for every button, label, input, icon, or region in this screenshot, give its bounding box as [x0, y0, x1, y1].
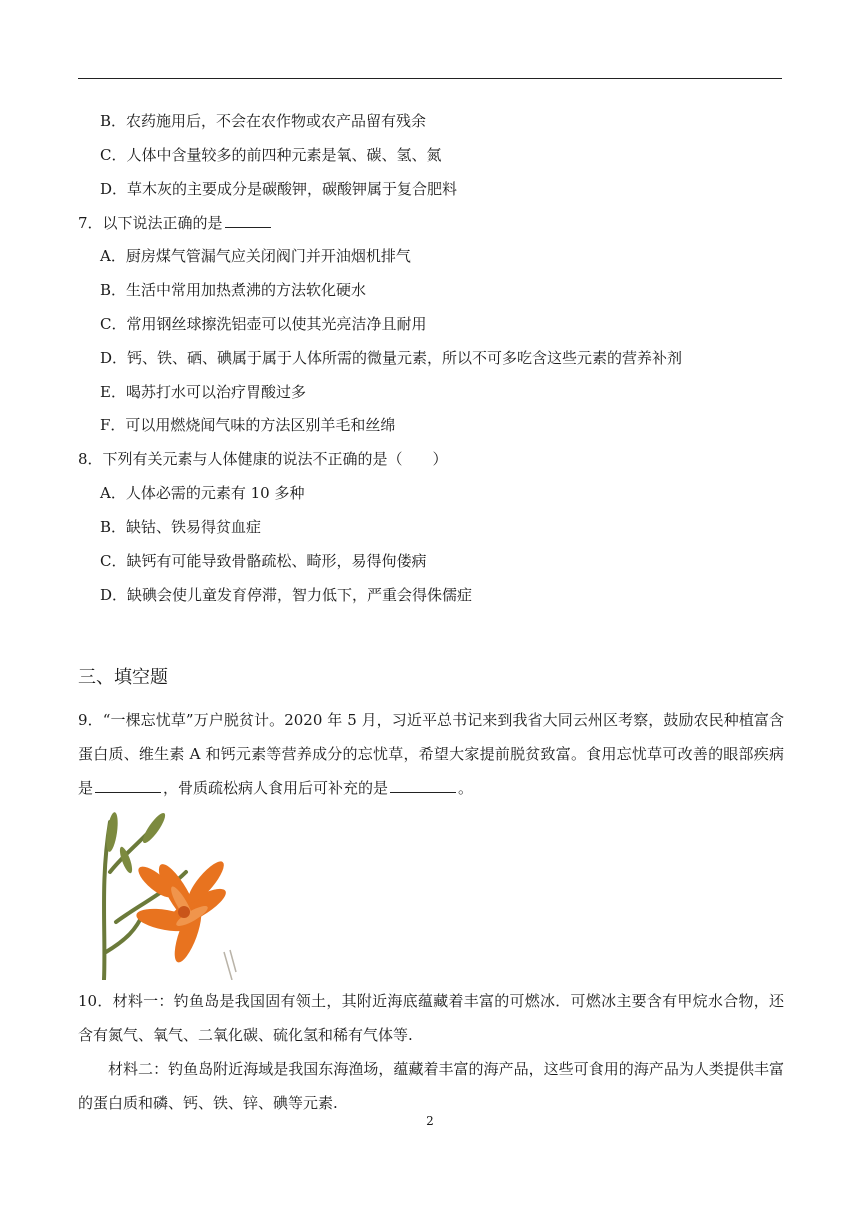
q8-option-a: A．人体必需的元素有 10 多种 — [100, 484, 305, 502]
q7-stem — [78, 213, 273, 233]
q6-option-b: B．农药施用后，不会在农作物或农产品留有残余 — [100, 112, 427, 130]
q7-option-d: D．钙、铁、硒、碘属于属于人体所需的微量元素，所以不可多吃含这些元素的营养补剂 — [100, 349, 683, 367]
q7-option-b: B．生活中常用加热煮沸的方法软化硬水 — [100, 281, 367, 299]
q9-blank-2 — [390, 778, 456, 793]
q7-option-f: F．可以用燃烧闻气味的方法区别羊毛和丝绵 — [100, 416, 396, 434]
q8-option-c: C．缺钙有可能导致骨骼疏松、畸形，易得佝偻病 — [100, 552, 427, 570]
q8-stem: 8．下列有关元素与人体健康的说法不正确的是（ ） — [78, 450, 448, 468]
q6-option-c: C．人体中含量较多的前四种元素是氧、碳、氢、氮 — [100, 146, 442, 164]
section-title: 三、填空题 — [78, 667, 168, 688]
q7-answer-blank — [225, 213, 271, 228]
q7-option-c: C．常用钢丝球擦洗铝壶可以使其光亮洁净且耐用 — [100, 315, 427, 333]
q9-paragraph — [78, 703, 784, 805]
q7-stem-text: 7．以下说法正确的是 — [78, 214, 223, 232]
q9-text-part3: 。 — [458, 779, 474, 797]
q9-text-part1: 9．“一棵忘忧草”万户脱贫计。2020 年 5 月，习近平总书记来到我省大同云州区考察，鼓励农民种植富含蛋白质、维生素 A 和钙元素等营养成分的忘忧草，希望大家提前脱贫致富。食用忘忧草可改善的眼部疾病是 — [78, 711, 784, 797]
q10-material-2: 材料二：钓鱼岛附近海域是我国东海渔场，蕴藏着丰富的海产品，这些可食用的海产品为人类提供丰富的蛋白质和磷、钙、铁、锌、碘等元素. — [78, 1060, 784, 1112]
q9-blank-1 — [95, 778, 161, 793]
q8-option-d: D．缺碘会使儿童发育停滞，智力低下，严重会得侏儒症 — [100, 586, 473, 604]
q9-text-part2: ，骨质疏松病人食用后可补充的是 — [163, 779, 389, 797]
daylily-flower-image — [96, 812, 238, 980]
q6-option-d: D．草木灰的主要成分是碳酸钾，碳酸钾属于复合肥料 — [100, 180, 458, 198]
q7-option-e: E．喝苏打水可以治疗胃酸过多 — [100, 383, 306, 401]
q7-option-a: A．厨房煤气管漏气应关闭阀门并开油烟机排气 — [100, 247, 411, 265]
page-number: 2 — [426, 1114, 434, 1128]
q8-option-b: B．缺钴、铁易得贫血症 — [100, 518, 262, 536]
header-rule — [78, 78, 782, 79]
q10-material-1: 10．材料一：钓鱼岛是我国固有领土，其附近海底蕴藏着丰富的可燃冰．可燃冰主要含有甲烷水合物，还含有氮气、氧气、二氧化碳、硫化氢和稀有气体等. — [78, 992, 784, 1044]
